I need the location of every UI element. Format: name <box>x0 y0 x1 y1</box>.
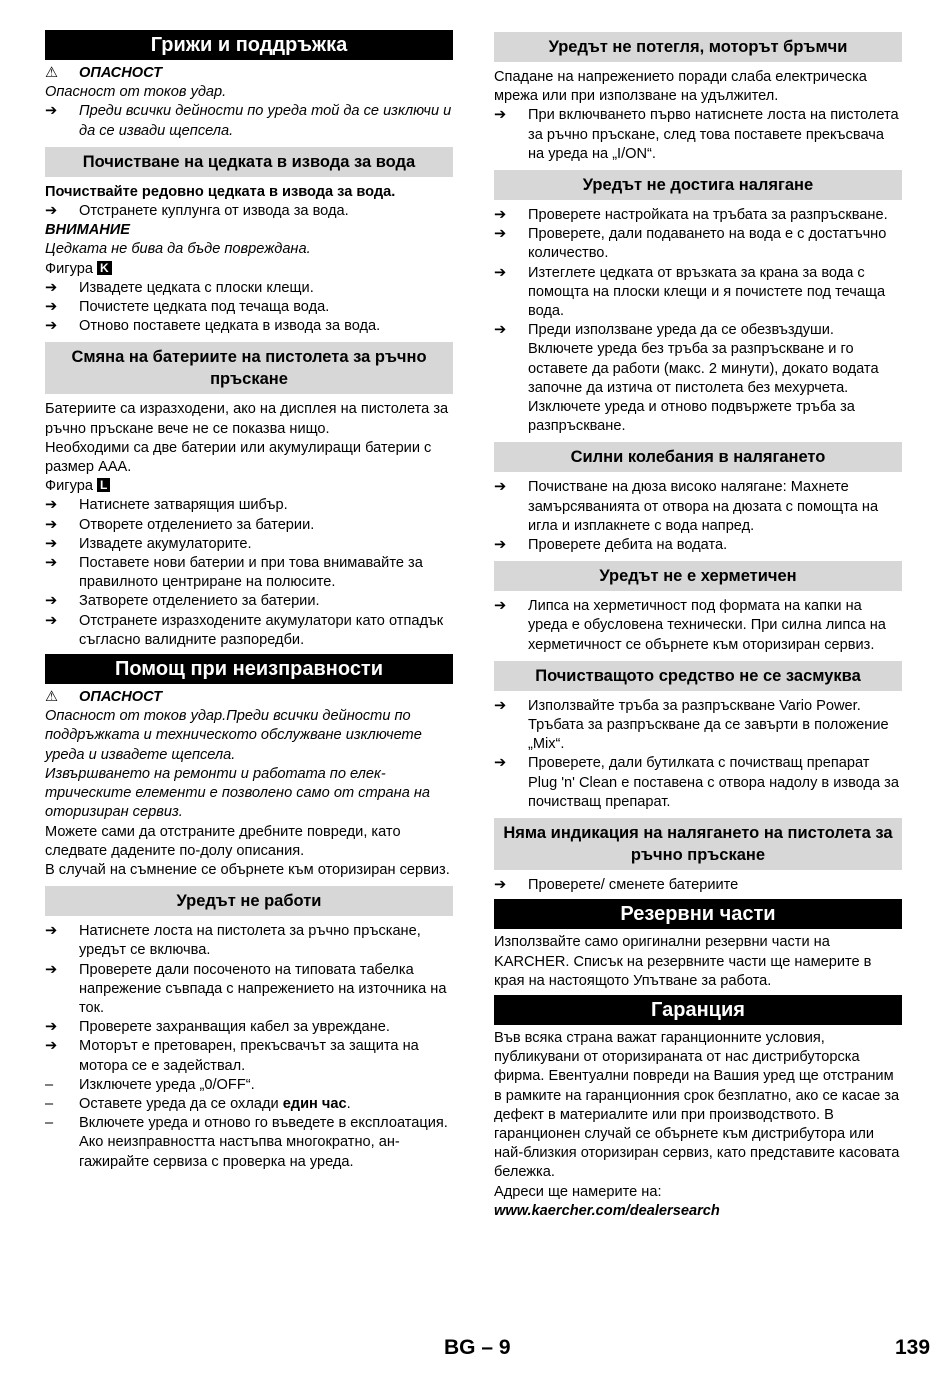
arrow-icon: ➔ <box>45 1038 58 1055</box>
batteries-paragraph: Необходими са две батерии или акумулиращи батерии с размер AAA. <box>45 439 432 476</box>
list-item: ➔ Проверете дали посоченото на типовата табелка напрежение съвпада с напрежението на източника на ток. <box>45 961 453 1019</box>
arrow-icon: ➔ <box>45 299 58 316</box>
list-item: ➔ Проверете дебита на водата. <box>494 536 902 555</box>
page-number: 139 <box>895 1336 931 1359</box>
arrow-icon: ➔ <box>494 537 507 554</box>
attention-text: Цедката не бива да бъде повреждана. <box>45 241 311 258</box>
figure-letter-badge: K <box>97 261 112 275</box>
list-item: ➔ Отново поставете цедката в извода за вода. <box>45 317 453 336</box>
section-heading-leaking: Уредът не е херметичен <box>494 561 902 591</box>
right-column <box>494 30 902 1221</box>
list-item: ➔ Почистване на дюза високо налягане: Махнете замърсяванията от отвора на дюзата с помощта на игла и изплакнете с вода напред. <box>494 478 902 536</box>
figure-reference: Фигура K <box>45 260 453 279</box>
arrow-icon: ➔ <box>45 923 58 940</box>
section-heading-motor-hum: Уредът не потегля, моторът бръмчи <box>494 32 902 62</box>
section-heading-no-pressure: Уредът не достига налягане <box>494 170 902 200</box>
warning-text: Опасност от токов удар.Преди всички дейности по поддръжката и техническото обслужване изключете уреда и извадете щепсела. <box>45 708 422 763</box>
warranty-paragraph: Във всяка страна важат гаранционните условия, публикувани от оторизираната от нас дистрибуторска фирма. Евентуални повреди на Вашия уред ще отстраним в рамките на гаранционния срок безплатно, ако се касае за дефект в материалите или при производството. В гаранционен случай се обърнете към дистрибутора или най-близкия оторизиран сервиз, като представите касовата бележка. <box>494 1029 900 1181</box>
section-heading-fluctuations: Силни колебания в налягането <box>494 442 902 472</box>
list-item: ➔ При включването първо натиснете лоста на пистолета за ръчно пръскане, след това поставете прекъсвача на уреда на „I/ON“. <box>494 106 902 164</box>
danger-warning <box>45 64 453 83</box>
list-item: ➔ Поставете нови батерии и при това внимавайте за правилното центриране на полюсите. <box>45 554 453 592</box>
dealer-address-label: Адреси ще намерите на: <box>494 1183 662 1200</box>
section-heading-detergent: Почистващото средство не се засмуква <box>494 661 902 691</box>
arrow-icon: ➔ <box>45 535 58 552</box>
arrow-icon: ➔ <box>494 226 507 243</box>
list-item: ➔ Отворете отделението за батерии. <box>45 516 453 535</box>
troubleshooting-paragraph: В случай на съмнение се обърнете към оторизиран сервиз. <box>45 861 450 878</box>
arrow-icon: ➔ <box>45 1019 58 1036</box>
arrow-icon: ➔ <box>45 203 58 220</box>
troubleshooting-paragraph: Можете сами да отстраните дребните повреди, като следвате дадените по-долу описания. <box>45 823 401 859</box>
warning-text: Извършването на ремонти и работата по електрическите елементи е позволено само от страна на оторизиран сервиз. <box>45 765 431 821</box>
arrow-icon: ➔ <box>45 612 58 629</box>
dash-icon: – <box>45 1115 54 1132</box>
filter-instruction: Почиствайте редовно цедката в извода за вода. <box>45 183 396 200</box>
section-heading-no-indication: Няма индикация на налягането на пистолета за ръчно пръскане <box>494 818 902 870</box>
warning-icon: ⚠ <box>45 689 59 706</box>
arrow-icon: ➔ <box>45 961 58 978</box>
list-item: ➔ Проверете захранващия кабел за увреждане. <box>45 1018 453 1037</box>
section-heading-care: Грижи и поддръжка <box>45 30 453 60</box>
dash-item: – Включете уреда и отново го въведете в експлоатация. <box>45 1114 453 1133</box>
list-item: ➔ Натиснете затварящия шибър. <box>45 496 453 515</box>
figure-reference: Фигура L <box>45 477 453 496</box>
motor-hum-paragraph: Спадане на напрежението поради слаба електрическа мрежа или при използване на удължител. <box>494 69 867 105</box>
arrow-icon: ➔ <box>494 264 507 281</box>
arrow-icon: ➔ <box>494 598 507 615</box>
list-item: ➔ Извадете цедката с плоски клещи. <box>45 279 453 298</box>
arrow-icon: ➔ <box>494 107 507 124</box>
spare-parts-paragraph: Използвайте само оригинални резервни части на KARCHER. Списък на резервните части ще намерите в края на настоящото Упътване за работа. <box>494 934 872 989</box>
list-item: ➔ Изтеглете цедката от връзката за крана за вода с помощта на плоски клещи и я почистете под течаща вода. <box>494 264 902 322</box>
arrow-icon: ➔ <box>45 103 58 120</box>
arrow-icon: ➔ <box>45 555 58 572</box>
arrow-icon: ➔ <box>494 479 507 496</box>
warning-text: Опасност от токов удар. <box>45 84 227 101</box>
section-heading-batteries: Смяна на батериите на пистолета за ръчно пръскане <box>45 342 453 394</box>
list-item: ➔ Преди използване уреда да се обезвъздуши. Включете уреда без тръба за разпръскване и го оставете да работи (макс. 2 минути), докато водата започне да изтича от пистолета без мехурчета. Изключете уреда и отново подвържете тръба за разпръскване. <box>494 321 902 436</box>
list-item: ➔ Отстранете изразходените акумулатори като отпадък съгласно валидните разпоредби. <box>45 612 453 650</box>
dash-icon: – <box>45 1076 54 1093</box>
dash-item: – Изключете уреда „0/OFF“. <box>45 1076 453 1095</box>
arrow-icon: ➔ <box>494 755 507 772</box>
section-heading-troubleshooting: Помощ при неизправности <box>45 654 453 684</box>
arrow-icon: ➔ <box>45 593 58 610</box>
left-column <box>45 30 453 1172</box>
footer-section-label: BG – 9 <box>444 1336 511 1359</box>
arrow-icon: ➔ <box>45 497 58 514</box>
section-heading-not-working: Уредът не работи <box>45 886 453 916</box>
list-item: ➔ Моторът е претоварен, прекъсвачът за защита на мотора се е задействал. <box>45 1037 453 1075</box>
list-item: ➔ Проверете, дали бутилката с почистващ препарат Plug 'n' Clean е поставена с отвора надолу в извода за почистващ препарат. <box>494 754 902 812</box>
arrow-icon: ➔ <box>45 516 58 533</box>
warning-label: ОПАСНОСТ <box>79 689 162 706</box>
list-item: ➔ Проверете/ сменете батериите <box>494 876 902 895</box>
section-heading-spare-parts: Резервни части <box>494 899 902 929</box>
arrow-icon: ➔ <box>45 318 58 335</box>
list-item: ➔ Почистете цедката под течаща вода. <box>45 298 453 317</box>
list-item: ➔ Натиснете лоста на пистолета за ръчно пръскане, уредът се включва. <box>45 922 453 960</box>
section-heading-warranty: Гаранция <box>494 995 902 1025</box>
list-item: ➔ Проверете, дали подаването на вода е с достатъчно количество. <box>494 225 902 263</box>
dash-item-continuation: Ако неизправността настъпва многократно, ангажирайте сервиза с проверка на уреда. <box>79 1134 400 1170</box>
list-item: ➔ Преди всички дейности по уреда той да се изключи и да се извади щепсела. <box>45 102 453 140</box>
arrow-icon: ➔ <box>45 279 58 296</box>
dealer-search-link[interactable]: www.kaercher.com/dealersearch <box>494 1202 720 1219</box>
figure-letter-badge: L <box>97 478 110 492</box>
arrow-icon: ➔ <box>494 322 507 339</box>
list-item: ➔ Използвайте тръба за разпръскване Vario Power. <box>494 697 902 716</box>
attention-label: ВНИМАНИЕ <box>45 222 131 239</box>
section-heading-filter: Почистване на цедката в извода за вода <box>45 147 453 177</box>
dash-icon: – <box>45 1095 54 1112</box>
list-item: ➔ Отстранете куплунга от извода за вода. <box>45 202 453 221</box>
list-item: ➔ Затворете отделението за батерии. <box>45 592 453 611</box>
arrow-icon: ➔ <box>494 697 507 714</box>
dash-item: – Оставете уреда да се охлади един час. <box>45 1095 453 1114</box>
arrow-icon: ➔ <box>494 877 507 894</box>
arrow-icon: ➔ <box>494 207 507 224</box>
warning-icon: ⚠ <box>45 65 59 81</box>
list-item: ➔ Проверете настройката на тръбата за разпръскване. <box>494 206 902 225</box>
list-item: ➔ Липса на херметичност под формата на капки на уреда е обусловена технически. При силна липса на херметичност се обърнете към оторизиран сервиз. <box>494 597 902 655</box>
danger-warning <box>45 688 453 707</box>
list-item-continuation: Тръбата за разпръскване да се завърти в положение „Mix“. <box>528 717 889 753</box>
batteries-paragraph: Батериите са изразходени, ако на дисплея на пистолета за ръчно пръскане вече не се показва нищо. <box>45 401 449 437</box>
warning-label: ОПАСНОСТ <box>79 65 162 81</box>
list-item: ➔ Извадете акумулаторите. <box>45 535 453 554</box>
